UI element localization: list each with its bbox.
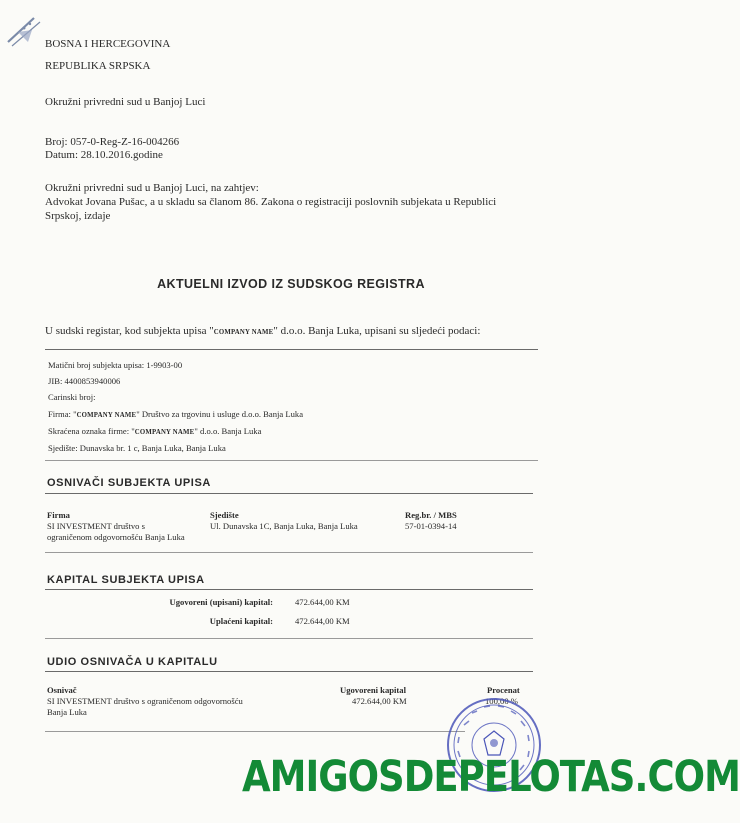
registry-line bbox=[45, 325, 480, 337]
col-header-procenat: Procenat bbox=[487, 685, 520, 695]
firma-value: " Društvo za trgovinu i usluge d.o.o. Banja Luka bbox=[136, 409, 304, 419]
company-name: COMPANY NAME bbox=[134, 429, 195, 436]
sjediste: Sjedište: Dunavska br. 1 c, Banja Luka, Banja Luka bbox=[48, 443, 226, 453]
skracena-oznaka bbox=[48, 426, 261, 436]
document-title: AKTUELNI IZVOD IZ SUDSKOG REGISTRA bbox=[157, 277, 425, 291]
osnivac-firma-line-1: SI INVESTMENT društvo s bbox=[47, 521, 145, 531]
divider bbox=[45, 493, 533, 494]
intro-line-2: Advokat Jovana Pušac, a u skladu sa članom 86. Zakona o registraciji poslovnih subjekata u Republici bbox=[45, 196, 497, 208]
uplaceni-kapital-label: Uplaćeni kapital: bbox=[209, 616, 273, 626]
col-header-ugovoreni-kapital: Ugovoreni kapital bbox=[340, 685, 406, 695]
coat-of-arms-icon bbox=[4, 12, 46, 57]
section-title-kapital: KAPITAL SUBJEKTA UPISA bbox=[47, 574, 205, 586]
col-header-osnivac: Osnivač bbox=[47, 685, 77, 695]
divider bbox=[45, 589, 533, 590]
osnivac-reg: 57-01-0394-14 bbox=[405, 521, 457, 531]
col-header-firma: Firma bbox=[47, 510, 70, 520]
watermark: AMIGOSDEPELOTAS.COM bbox=[242, 752, 740, 802]
ugovoreni-kapital-value: 472.644,00 KM bbox=[295, 597, 350, 607]
divider bbox=[45, 671, 533, 672]
company-name: COMPANY NAME bbox=[213, 329, 274, 336]
osnivac-firma-line-2: ograničenom odgovornošću Banja Luka bbox=[47, 532, 185, 542]
divider bbox=[45, 731, 465, 732]
divider bbox=[45, 460, 538, 461]
jib: JIB: 4400853940006 bbox=[48, 376, 121, 386]
intro-line-1: Okružni privredni sud u Banjoj Luci, na zahtjev: bbox=[45, 182, 259, 194]
udio-kapital: 472.644,00 KM bbox=[352, 696, 407, 706]
firma-label: Firma: " bbox=[48, 409, 77, 419]
header-entity: REPUBLIKA SRPSKA bbox=[45, 60, 151, 72]
skracena-label: Skraćena oznaka firme: " bbox=[48, 426, 135, 436]
ugovoreni-kapital-label: Ugovoreni (upisani) kapital: bbox=[169, 597, 273, 607]
intro-line-3: Srpskoj, izdaje bbox=[45, 210, 111, 222]
udio-osnivac-line-2: Banja Luka bbox=[47, 707, 87, 717]
registry-line-after: " d.o.o. Banja Luka, upisani su sljedeći podaci: bbox=[273, 325, 481, 337]
col-header-sjediste: Sjedište bbox=[210, 510, 239, 520]
skracena-value: " d.o.o. Banja Luka bbox=[194, 426, 262, 436]
section-title-osnivaci: OSNIVAČI SUBJEKTA UPISA bbox=[47, 477, 211, 489]
udio-procenat: 100,00 % bbox=[485, 696, 518, 706]
section-title-udio: UDIO OSNIVAČA U KAPITALU bbox=[47, 656, 218, 668]
header-court: Okružni privredni sud u Banjoj Luci bbox=[45, 96, 206, 108]
firma bbox=[48, 409, 303, 419]
divider bbox=[45, 349, 538, 350]
col-header-reg: Reg.br. / MBS bbox=[405, 510, 457, 520]
divider bbox=[45, 552, 533, 553]
carinski-broj: Carinski broj: bbox=[48, 392, 96, 402]
header-country: BOSNA I HERCEGOVINA bbox=[45, 38, 171, 50]
uplaceni-kapital-value: 472.644,00 KM bbox=[295, 616, 350, 626]
divider bbox=[45, 638, 533, 639]
udio-osnivac-line-1: SI INVESTMENT društvo s ograničenom odgovornošću bbox=[47, 696, 243, 706]
maticni-broj: Matični broj subjekta upisa: 1-9903-00 bbox=[48, 360, 183, 370]
company-name: COMPANY NAME bbox=[76, 412, 137, 419]
registry-line-before: U sudski registar, kod subjekta upisa " bbox=[45, 325, 214, 337]
document-date: Datum: 28.10.2016.godine bbox=[45, 149, 163, 161]
osnivac-sjediste: Ul. Dunavska 1C, Banja Luka, Banja Luka bbox=[210, 521, 358, 531]
document-number: Broj: 057-0-Reg-Z-16-004266 bbox=[45, 136, 180, 148]
